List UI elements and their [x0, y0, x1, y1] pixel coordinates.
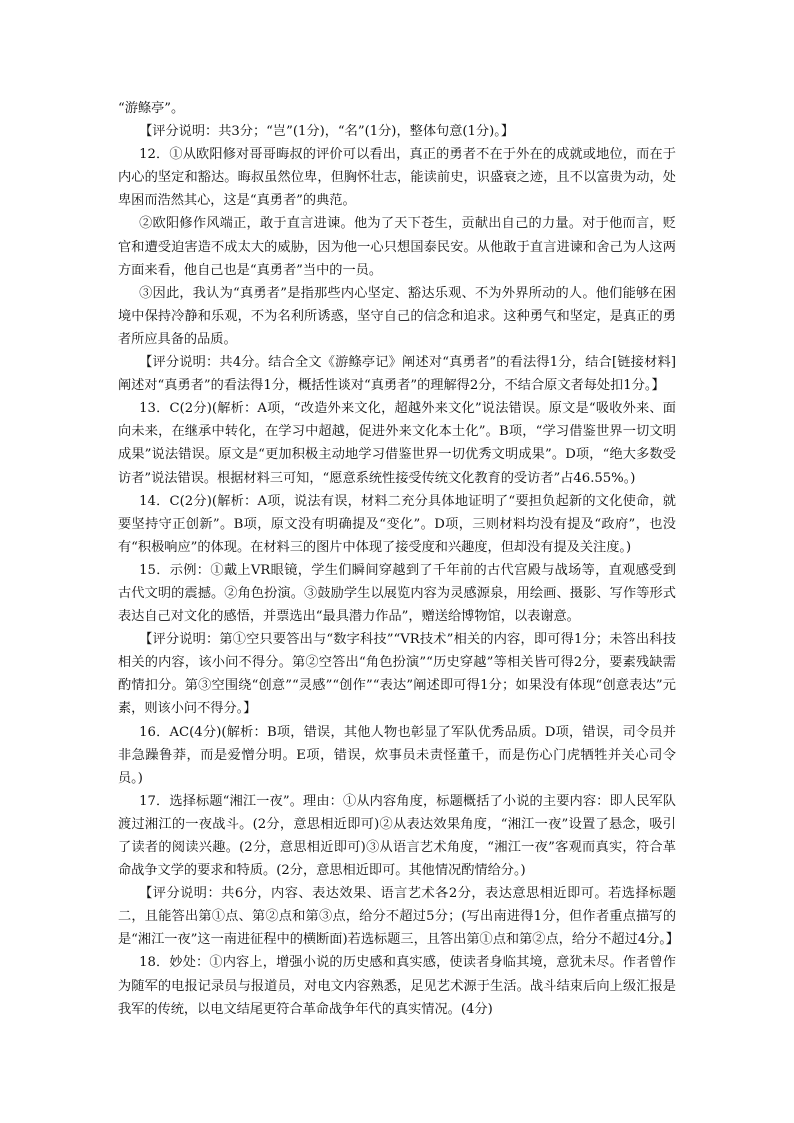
paragraph-8: 15．示例：①戴上VR眼镜，学生们瞬间穿越到了千年前的古代宫殿与战场等，直观感受到古代文明的震撼。②角色扮演。③鼓励学生以展览内容为灵感源泉，用绘画、摄影、写作等形式表达自己对文化的感悟，并票选出“最具潜力作品”，赠送给博物馆，以表谢意。 [118, 562, 676, 625]
paragraph-4: ③因此，我认为“真勇者”是指那些内心坚定、豁达乐观、不为外界所动的人。他们能够在困境中保持冷静和乐观，不为名利所诱惑，坚守自己的信念和追求。这种勇气和坚定，是真正的勇者所应具备的品质。 [118, 285, 676, 347]
paragraph-13: 18．妙处：①内容上，增强小说的历史感和真实感，使读者身临其境，意犹未尽。作者曾作为随军的电报记录员与报道员，对电文内容熟悉，足见艺术源于生活。战斗结束后向上级汇报是我军的传统，以电文结尾更符合革命战争年代的真实情况。(4分) [118, 955, 676, 1017]
paragraph-7: 14．C(2分)(解析：A项，说法有误，材料二充分具体地证明了“要担负起新的文化使命，就要坚持守正创新”。B项，原文没有明确提及“变化”。D项，三则材料均没有提及“政府”，也没有“积极响应”的体现。在材料三的图片中体现了接受度和兴趣度，但却没有提及关注度。) [118, 493, 676, 555]
paragraph-12: 【评分说明：共6分，内容、表达效果、语言艺术各2分，表达意思相近即可。若选择标题二，且能答出第①点、第②点和第③点，给分不超过5分；(写出南进得1分，但作者重点描写的是“湘江一夜”这一南进征程中的横断面)若选标题三，且答出第①点和第②点，给分不超过4分。】 [118, 886, 680, 948]
paragraph-6: 13．C(2分)(解析：A项，“改造外来文化，超越外来文化”说法错误。原文是“吸收外来、面向未来，在继承中转化，在学习中超越，促进外来文化本土化”。B项，“学习借鉴世界一切文明成果”说法错误。原文是“更加积极主动地学习借鉴世界一切优秀文明成果”。D项，“绝大多数受访者”说法错误。根据材料三可知，“愿意系统性接受传统文化教育的受访者”占46.55%。) [118, 401, 676, 486]
paragraph-1: 【评分说明：共3分；“岂”(1分)，“名”(1分)，整体句意(1分)。】 [139, 124, 515, 140]
answer-key-text [118, 97, 680, 1021]
paragraph-10: 16．AC(4分)(解析：B项，错误，其他人物也彰显了军队优秀品质。D项，错误，司令员并非急躁鲁莽，而是爱憎分明。E项，错误，炊事员未责怪董千，而是伤心门虎牺牲并关心司令员。) [118, 724, 676, 786]
paragraph-5: 【评分说明：共4分。结合全文《游鲦亭记》阐述对“真勇者”的看法得1分，结合[链接材料]阐述对“真勇者”的看法得1分，概括性谈对“真勇者”的理解得2分，不结合原文者每处扣1分。】 [118, 355, 676, 394]
paragraph-9: 【评分说明：第①空只要答出与“数字科技”“VR技术”相关的内容，即可得1分；未答出科技相关的内容，该小问不得分。第②空答出“角色扮演”“历史穿越”等相关皆可得2分，要素残缺需酌情扣分。第③空围绕“创意”“灵感”“创作”“表达”阐述即可得1分；如果没有体现“创意表达”元素，则该小问不得分。】 [118, 632, 676, 717]
paragraph-0: “游鲦亭”。 [118, 101, 185, 116]
paragraph-11: 17．选择标题“湘江一夜”。理由：①从内容角度，标题概括了小说的主要内容：即人民军队渡过湘江的一夜战斗。(2分，意思相近即可)②从表达效果角度，“湘江一夜”设置了悬念，吸引了读者的阅读兴趣。(2分，意思相近即可)③从语言艺术角度，“湘江一夜”客观而真实，符合革命战争文学的要求和特质。(2分，意思相近即可。其他情况酌情给分。) [118, 793, 676, 879]
paragraph-3: ②欧阳修作风端正，敢于直言进谏。他为了天下苍生，贡献出自己的力量。对于他而言，贬官和遭受迫害造不成太大的威胁，因为他一心只想国泰民安。从他敢于直言进谏和舍己为人这两方面来看，他自己也是“真勇者”当中的一员。 [118, 216, 676, 278]
paragraph-2: 12．①从欧阳修对哥哥晦叔的评价可以看出，真正的勇者不在于外在的成就或地位，而在于内心的坚定和豁达。晦叔虽然位卑，但胸怀壮志，能读前史，识盛衰之迹，且不以富贵为动，处卑困而浩然其心，这是“真勇者”的典范。 [118, 147, 676, 209]
